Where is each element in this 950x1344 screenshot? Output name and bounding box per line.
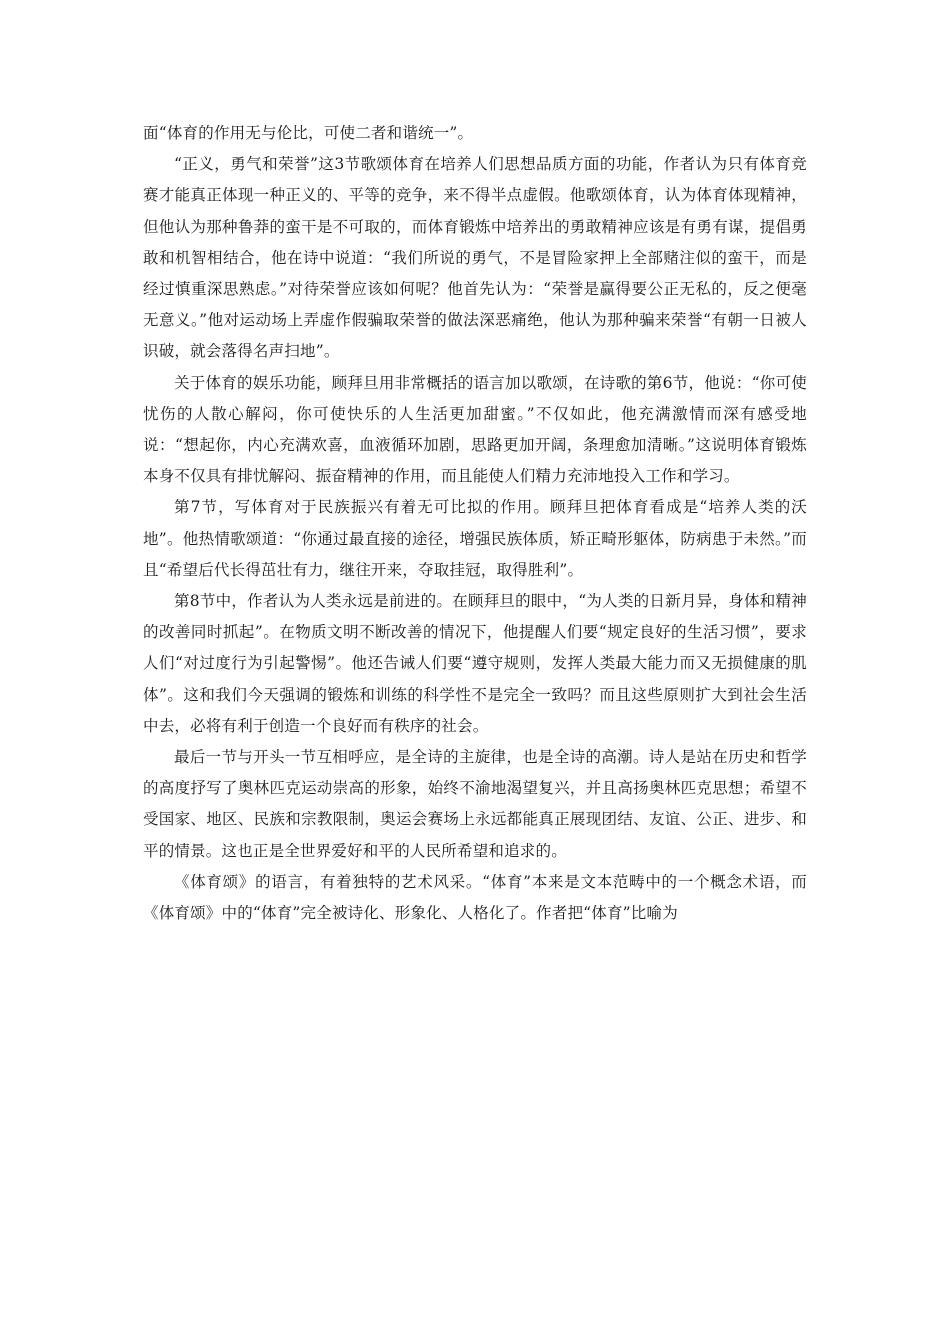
paragraph-justice-courage-honor: “正义，勇气和荣誉”这3节歌颂体育在培养人们思想品质方面的功能，作者认为只有体育竞赛才能真正体现一种正义的、平等的竞争，来不得半点虚假。他歌颂体育，认为体育体现精神，但他认为那种鲁莽的蛮干是不可取的，而体育锻炼中培养出的勇敢精神应该是有勇有谋，提倡勇敢和机智相结合，他在诗中说道：“我们所说的勇气，不是冒险家押上全部赌注似的蛮干，而是经过慎重深思熟虑。”对待荣誉应该如何呢？他首先认为：“荣誉是赢得要公正无私的，反之便毫无意义。”他对运动场上弄虚作假骗取荣誉的做法深恶痛绝，他认为那种骗来荣誉“有朝一日被人识破，就会落得名声扫地”。 xyxy=(143,155,807,361)
document-body xyxy=(143,118,807,929)
paragraph-entertainment-function: 关于体育的娱乐功能，顾拜旦用非常概括的语言加以歌颂，在诗歌的第6节，他说：“你可使忧伤的人散心解闷，你可使快乐的人生活更加甜蜜。”不仅如此，他充满激情而深有感受地说：“想起你，内心充满欢喜，血液循环加剧，思路更加开阔，条理愈加清晰。”这说明体育锻炼本身不仅具有排忧解闷、振奋精神的作用，而且能使人们精力充沛地投入工作和学习。 xyxy=(143,373,807,486)
paragraph-continuation: 面“体育的作用无与伦比，可使二者和谐统一”。 xyxy=(143,124,474,142)
paragraph-section-7: 第7节，写体育对于民族振兴有着无可比拟的作用。顾拜旦把体育看成是“培养人类的沃地”。他热情歌颂道：“你通过最直接的途径，增强民族体质，矫正畸形躯体，防病患于未然。”而且“希望后代长得茁壮有力，继往开来，夺取挂冠，取得胜利”。 xyxy=(143,498,807,579)
paragraph-language-style: 《体育颂》的语言，有着独特的艺术风采。“体育”本来是文本范畴中的一个概念术语，而《体育颂》中的“体育”完全被诗化、形象化、人格化了。作者把“体育”比喻为 xyxy=(143,872,807,923)
paragraph-final-section: 最后一节与开头一节互相呼应，是全诗的主旋律，也是全诗的高潮。诗人是站在历史和哲学的高度抒写了奥林匹克运动崇高的形象，始终不渝地渴望复兴，并且高扬奥林匹克思想；希望不受国家、地区、民族和宗教限制，奥运会赛场上永远都能真正展现团结、友谊、公正、进步、和平的情景。这也正是全世界爱好和平的人民所希望和追求的。 xyxy=(143,748,807,860)
paragraph-section-8: 第8节中，作者认为人类永远是前进的。在顾拜旦的眼中，“为人类的日新月异，身体和精神的改善同时抓起”。在物质文明不断改善的情况下，他提醒人们要“规定良好的生活习惯”，要求人们“对过度行为引起警惕”。他还告诫人们要“遵守规则，发挥人类最大能力而又无损健康的肌体”。这和我们今天强调的锻炼和训练的科学性不是完全一致吗？而且这些原则扩大到社会生活中去，必将有利于创造一个良好而有秩序的社会。 xyxy=(143,592,807,735)
